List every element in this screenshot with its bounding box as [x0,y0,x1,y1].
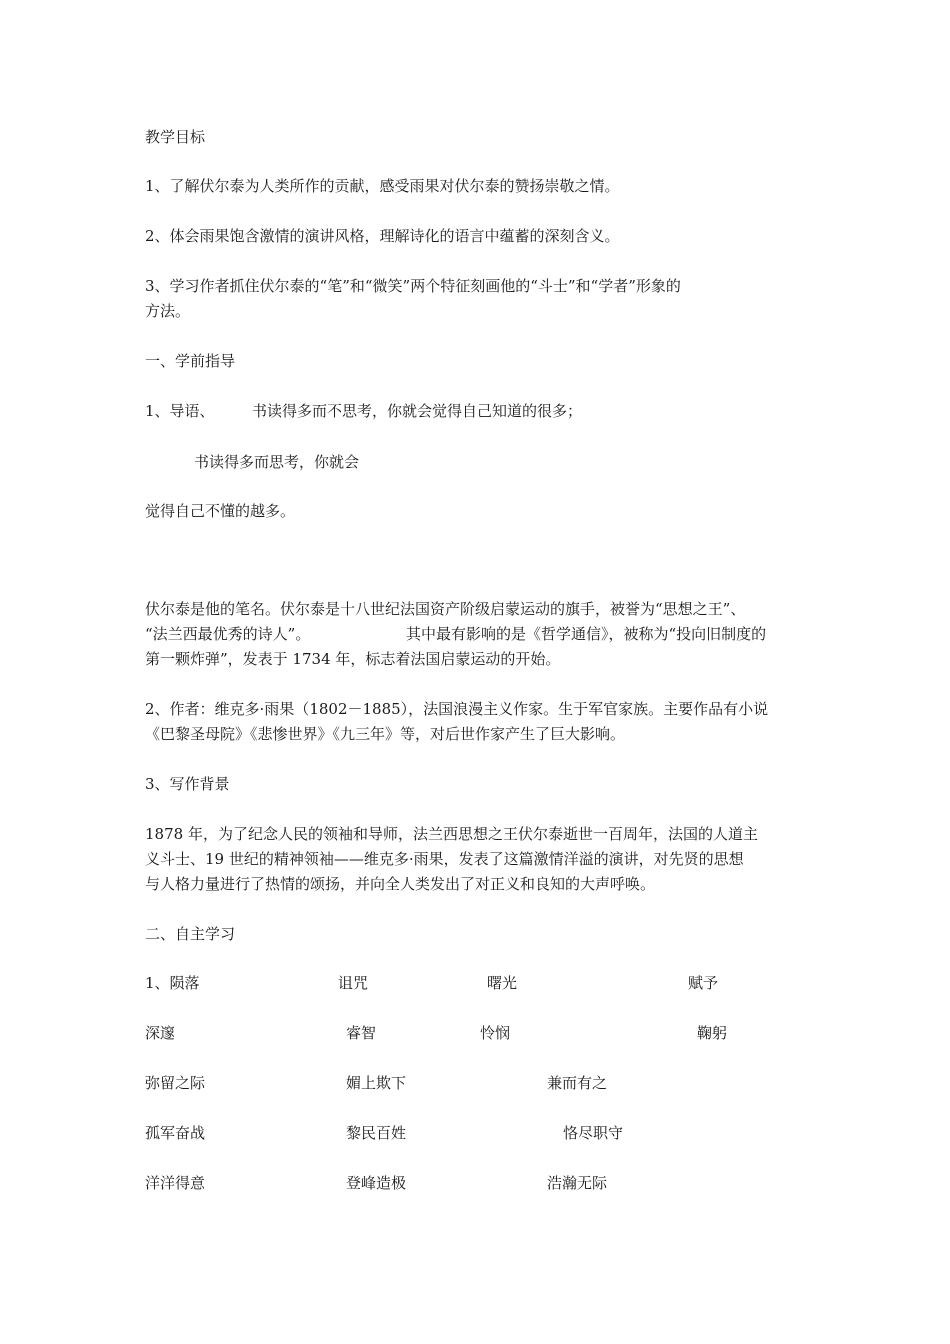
background-title: 3、写作背景 [145,775,230,793]
vocab-word: 赋予 [688,974,719,992]
vocab-word: 孤军奋战 [145,1124,206,1142]
background-line-3: 与人格力量进行了热情的颂扬，并向全人类发出了对正义和良知的大声呼唤。 [145,875,656,893]
background-line-1: 1878 年，为了纪念人民的领袖和导师，法兰西思想之王伏尔泰逝世一百周年，法国的人道主 [145,825,758,843]
vocab-word: 诅咒 [338,974,369,992]
author-line-2: 《巴黎圣母院》《悲惨世界》《九三年》等，对后世作家产生了巨大影响。 [145,725,626,743]
vocab-word: 恪尽职守 [563,1124,624,1142]
intro-text: 书读得多而不思考，你就会觉得自己知道的很多； [252,402,583,420]
goal-3-continued: 方法。 [145,302,191,320]
vocab-word: 弥留之际 [145,1074,206,1092]
vocab-word: 睿智 [346,1024,377,1042]
vocab-word: 黎民百姓 [346,1124,407,1142]
voltaire-line-2a: “法兰西最优秀的诗人”。 [145,625,311,643]
vocab-word: 洋洋得意 [145,1174,206,1192]
author-line-1: 2、作者：维克多·雨果（1802－1885），法国浪漫主义作家。生于军官家族。主要作品有小说 [145,700,769,718]
vocab-word: 登峰造极 [346,1174,407,1192]
goal-1: 1、了解伏尔泰为人类所作的贡献，感受雨果对伏尔泰的赞扬崇敬之情。 [145,177,620,195]
voltaire-line-3: 第一颗炸弹”，发表于 1734 年，标志着法国启蒙运动的开始。 [145,650,561,668]
vocab-word: 浩瀚无际 [547,1174,608,1192]
vocab-word: 1、陨落 [145,974,200,992]
intro-line-2: 书读得多而思考，你就会 [194,453,360,471]
teaching-goals-heading: 教学目标 [145,128,206,146]
vocab-word: 曙光 [487,974,518,992]
vocab-word: 鞠躬 [697,1024,728,1042]
vocab-word: 媚上欺下 [346,1074,407,1092]
section-1-title: 一、学前指导 [145,352,236,370]
intro-line-3: 觉得自己不懂的越多。 [145,502,296,520]
voltaire-line-1: 伏尔泰是他的笔名。伏尔泰是十八世纪法国资产阶级启蒙运动的旗手，被誉为“思想之王”、 [145,600,746,618]
voltaire-line-2b: 其中最有影响的是《哲学通信》，被称为“投向旧制度的 [406,625,767,643]
vocab-word: 怜悯 [480,1024,511,1042]
goal-2: 2、体会雨果饱含激情的演讲风格，理解诗化的语言中蕴蓄的深刻含义。 [145,227,620,245]
vocab-word: 兼而有之 [547,1074,608,1092]
vocab-word: 深邃 [145,1024,176,1042]
intro-label: 1、导语、 [145,402,215,420]
goal-3: 3、学习作者抓住伏尔泰的“笔”和“微笑”两个特征刻画他的“斗士”和“学者”形象的 [145,277,681,295]
background-line-2: 义斗士、19 世纪的精神领袖——维克多·雨果，发表了这篇激情洋溢的演讲，对先贤的思想 [145,850,744,868]
section-2-title: 二、自主学习 [145,925,236,943]
